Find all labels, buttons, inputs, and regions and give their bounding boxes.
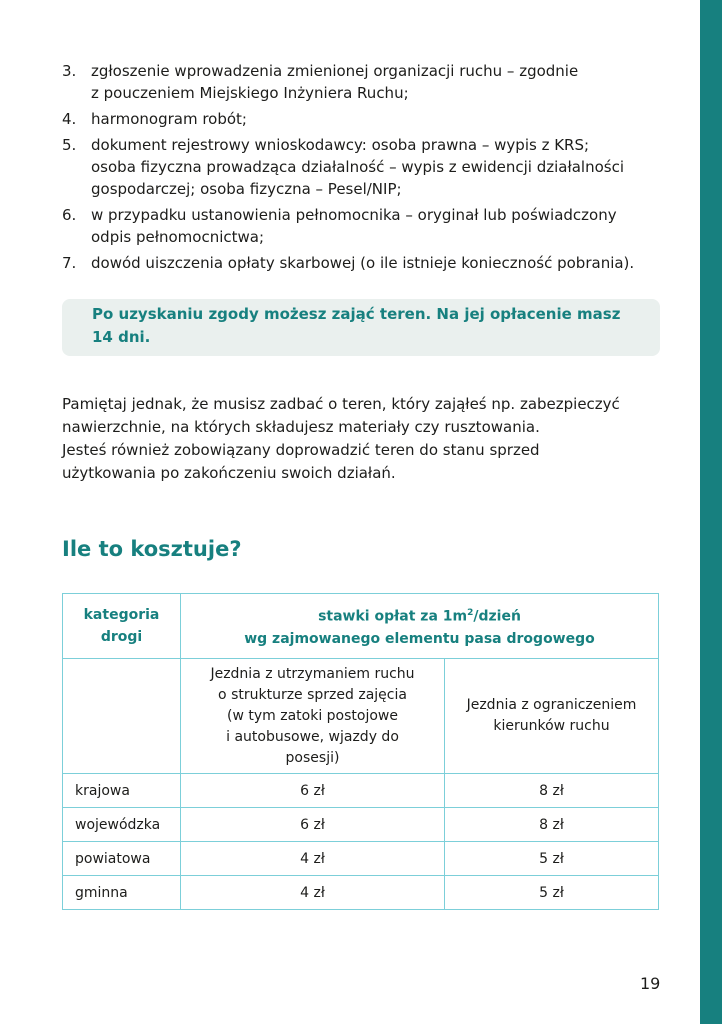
header-rates-text: /dzień <box>473 608 521 625</box>
row-value: 5 zł <box>445 876 659 910</box>
header-category <box>63 594 181 659</box>
header-rates <box>181 594 659 659</box>
fees-table <box>62 593 659 910</box>
paragraph-line: nawierzchnie, na których składujesz materiały czy rusztowania. <box>62 418 540 436</box>
list-text-line: osoba fizyczna prowadząca działalność – wypis z ewidencji działalności <box>91 158 625 176</box>
list-number: 7. <box>62 254 77 272</box>
list-text-line: dowód uiszczenia opłaty skarbowej (o ile istnieje konieczność pobrania). <box>91 254 635 272</box>
row-value: 5 zł <box>445 842 659 876</box>
table-row <box>63 842 659 876</box>
subheader-line: Jezdnia z utrzymaniem ruchu <box>210 665 415 682</box>
list-text-line: dokument rejestrowy wnioskodawcy: osoba prawna – wypis z KRS; <box>91 136 590 154</box>
subheader-line: (w tym zatoki postojowe <box>227 707 398 724</box>
list-text-line: odpis pełnomocnictwa; <box>91 228 265 246</box>
list-number: 6. <box>62 206 77 224</box>
callout-line: 14 dni. <box>92 328 151 346</box>
list-text <box>91 204 672 248</box>
requirements-list <box>62 60 672 278</box>
header-rates-line2: wg zajmowanego elementu pasa drogowego <box>244 630 595 647</box>
row-category: powiatowa <box>63 842 181 876</box>
list-number: 3. <box>62 62 77 80</box>
list-text-line: z pouczeniem Miejskiego Inżyniera Ruchu; <box>91 84 409 102</box>
list-number: 4. <box>62 110 77 128</box>
list-text <box>91 134 672 200</box>
table-row <box>63 774 659 808</box>
list-number: 5. <box>62 136 77 154</box>
table-header-row <box>63 594 659 659</box>
row-value: 6 zł <box>181 808 445 842</box>
subheader-line: Jezdnia z ograniczeniem <box>466 697 637 713</box>
paragraph-line: użytkowania po zakończeniu swoich działań. <box>62 464 396 482</box>
header-rates-text: stawki opłat za 1m <box>318 608 468 625</box>
paragraph-line: Jesteś również zobowiązany doprowadzić teren do stanu sprzed <box>62 441 540 459</box>
subheader-col1 <box>181 659 445 774</box>
callout-text <box>92 303 632 349</box>
table-row <box>63 808 659 842</box>
page-number: 19 <box>640 974 661 993</box>
subheader-line: kierunków ruchu <box>493 718 610 734</box>
subheader-line: posesji) <box>285 749 340 766</box>
list-text-line: harmonogram robót; <box>91 110 247 128</box>
list-item <box>62 134 672 200</box>
list-text-line: zgłoszenie wprowadzenia zmienionej organizacji ruchu – zgodnie <box>91 62 579 80</box>
header-category-line: drogi <box>100 629 143 645</box>
header-rates-superscript: 2 <box>467 608 474 619</box>
list-item <box>62 252 672 274</box>
row-value: 4 zł <box>181 876 445 910</box>
table-row <box>63 876 659 910</box>
row-value: 8 zł <box>445 774 659 808</box>
header-category-line: kategoria <box>83 607 160 623</box>
list-text <box>91 60 672 104</box>
info-paragraph <box>62 393 672 485</box>
list-item <box>62 204 672 248</box>
subheader-line: o strukturze sprzed zajęcia <box>218 686 407 703</box>
table-subheader-row <box>63 659 659 774</box>
list-text-line: gospodarczej; osoba fizyczna – Pesel/NIP; <box>91 180 402 198</box>
list-item <box>62 60 672 104</box>
row-value: 4 zł <box>181 842 445 876</box>
row-value: 8 zł <box>445 808 659 842</box>
paragraph-line: Pamiętaj jednak, że musisz zadbać o teren, który zająłeś np. zabezpieczyć <box>62 395 620 413</box>
row-category: wojewódzka <box>63 808 181 842</box>
list-text-line: w przypadku ustanowienia pełnomocnika – oryginał lub poświadczony <box>91 206 617 224</box>
callout-line: Po uzyskaniu zgody możesz zająć teren. Na jej opłacenie masz <box>92 305 621 323</box>
section-heading: Ile to kosztuje? <box>62 537 242 561</box>
subheader-col2 <box>445 659 659 774</box>
list-text <box>91 108 672 130</box>
list-item <box>62 108 672 130</box>
row-category: gminna <box>63 876 181 910</box>
row-value: 6 zł <box>181 774 445 808</box>
list-text <box>91 252 672 274</box>
row-category: krajowa <box>63 774 181 808</box>
subheader-empty-cell <box>63 659 181 774</box>
subheader-line: i autobusowe, wjazdy do <box>226 728 399 745</box>
callout-box <box>62 299 660 356</box>
side-accent-bar <box>700 0 722 1024</box>
